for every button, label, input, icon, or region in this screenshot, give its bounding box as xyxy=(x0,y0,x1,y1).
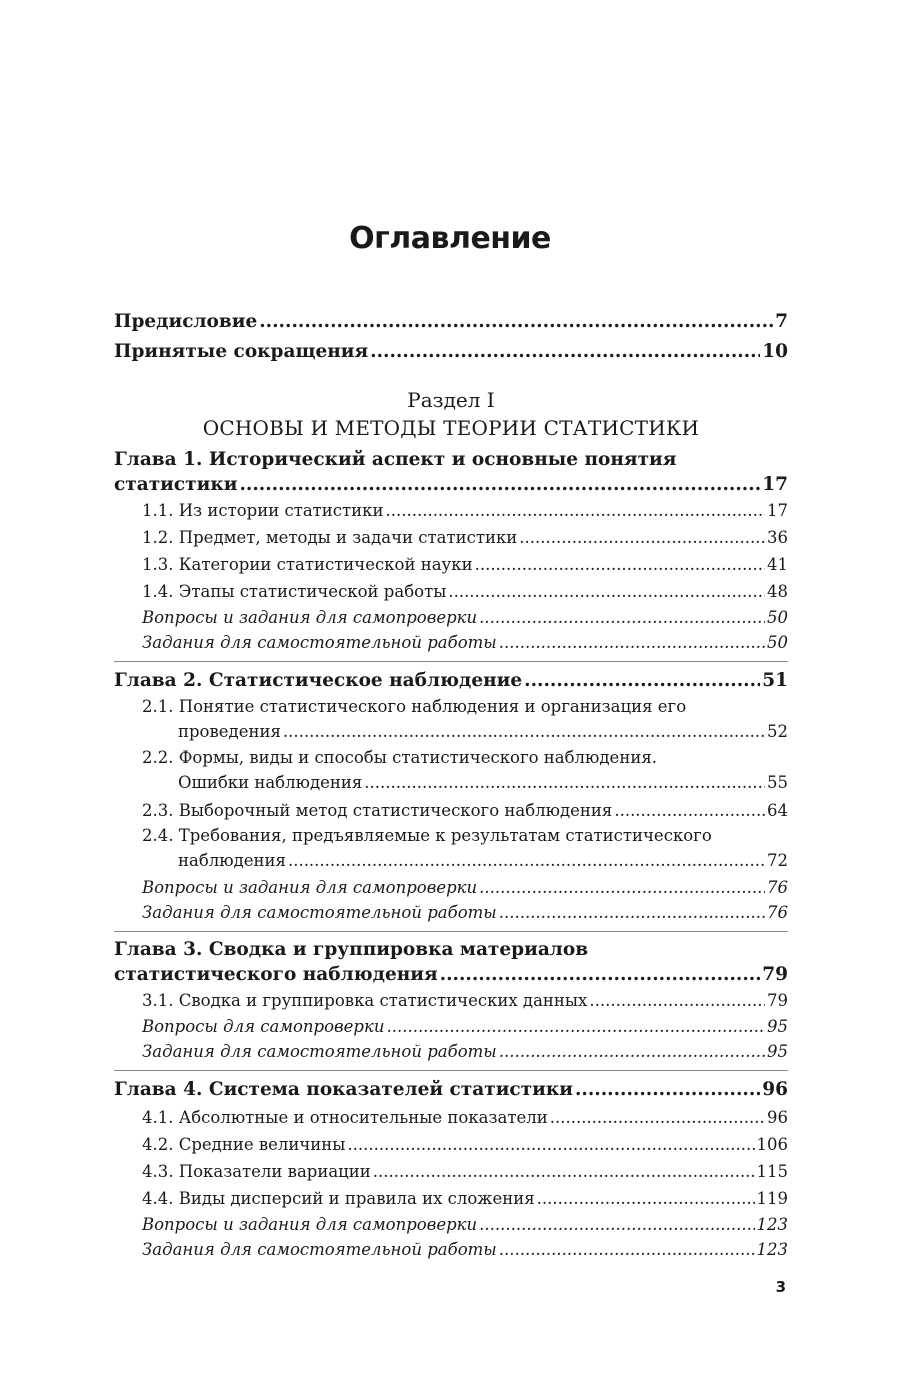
toc-item-page: 48 xyxy=(767,582,788,601)
leader-dots xyxy=(364,770,765,795)
toc-item-page: 79 xyxy=(767,991,788,1010)
leader-dots xyxy=(589,987,765,1014)
leader-dots xyxy=(479,875,765,900)
toc-item-tasks[interactable] xyxy=(114,630,788,655)
leader-dots xyxy=(347,1131,754,1158)
toc-item[interactable] xyxy=(114,1185,788,1212)
toc-item-page: 123 xyxy=(756,1240,788,1259)
leader-dots xyxy=(575,1075,760,1104)
toc-item-page: 119 xyxy=(756,1189,788,1208)
toc-item-page: 64 xyxy=(767,801,788,820)
leader-dots xyxy=(385,497,765,524)
toc-item[interactable] xyxy=(114,1131,788,1158)
toc-item-page: 106 xyxy=(756,1135,788,1154)
leader-dots xyxy=(475,551,765,578)
leader-dots xyxy=(239,472,760,497)
toc-item-page: 123 xyxy=(756,1215,788,1234)
toc-item-title-cont: проведения xyxy=(178,722,281,741)
toc-item-title: 2.1. Понятие статистического наблюдения и организация его xyxy=(142,697,687,716)
toc-item-title: Задания для самостоятельной работы xyxy=(142,633,497,652)
toc-item-page: 55 xyxy=(767,773,788,792)
toc-item-title: 4.4. Виды дисперсий и правила их сложения xyxy=(142,1189,535,1208)
toc-item-page: 50 xyxy=(767,633,788,652)
chapter-title-line1: Глава 2. Статистическое наблюдение xyxy=(114,670,523,691)
toc-item[interactable] xyxy=(114,797,788,824)
page-number: 3 xyxy=(775,1278,786,1296)
toc-item[interactable] xyxy=(114,524,788,551)
divider xyxy=(114,1070,788,1071)
leader-dots xyxy=(550,1104,765,1131)
toc-item[interactable] xyxy=(114,578,788,605)
leader-dots xyxy=(524,666,760,695)
section-label: Раздел I xyxy=(407,388,495,412)
leader-dots xyxy=(499,630,765,655)
chapter-page: 96 xyxy=(762,1079,788,1100)
toc-item-title: Задания для самостоятельной работы xyxy=(142,903,497,922)
chapter-title-line1: Глава 3. Сводка и группировка материалов xyxy=(114,939,589,960)
toc-item-page: 41 xyxy=(767,555,788,574)
toc-item-title: 4.3. Показатели вариации xyxy=(142,1162,371,1181)
toc-item-tasks[interactable] xyxy=(114,1039,788,1064)
toc-item-title: Вопросы для самопроверки xyxy=(142,1017,385,1036)
toc-item[interactable] xyxy=(114,987,788,1014)
toc-entry-preface[interactable] xyxy=(114,307,788,337)
toc-item[interactable] xyxy=(114,1158,788,1185)
chapter-page: 51 xyxy=(762,670,788,691)
leader-dots xyxy=(499,1237,755,1262)
toc-item-page: 50 xyxy=(767,608,788,627)
toc-item-title: Вопросы и задания для самопроверки xyxy=(142,1215,478,1234)
toc-item-title: Задания для самостоятельной работы xyxy=(142,1042,497,1061)
toc-item-title: 2.4. Требования, предъявляемые к результатам статистического xyxy=(142,826,712,845)
chapter-title-line2: статистического наблюдения xyxy=(114,964,438,985)
toc-item-page: 17 xyxy=(767,501,788,520)
toc-item-tasks[interactable] xyxy=(114,1237,788,1262)
chapter-2 xyxy=(114,666,788,925)
leader-dots xyxy=(499,1039,765,1064)
page-title: Оглавление xyxy=(349,221,551,256)
toc-item-title: 1.3. Категории статистической науки xyxy=(142,555,473,574)
toc-item-page: 76 xyxy=(767,903,788,922)
chapter-3 xyxy=(114,937,788,1064)
leader-dots xyxy=(259,307,773,337)
toc-item[interactable] xyxy=(114,695,788,744)
toc-item-title-cont: наблюдения xyxy=(178,851,286,870)
leader-dots xyxy=(283,719,765,744)
toc-item-title: 2.3. Выборочный метод статистического наблюдения xyxy=(142,801,613,820)
toc-item-questions[interactable] xyxy=(114,875,788,900)
toc-item-title: 1.1. Из истории статистики xyxy=(142,501,384,520)
leader-dots xyxy=(614,797,765,824)
leader-dots xyxy=(479,1212,754,1237)
toc-item-title: 4.2. Средние величины xyxy=(142,1135,346,1154)
toc-item-title: 4.1. Абсолютные и относительные показатели xyxy=(142,1108,548,1127)
divider xyxy=(114,931,788,932)
chapter-heading[interactable] xyxy=(114,447,788,497)
toc-item-title: Задания для самостоятельной работы xyxy=(142,1240,497,1259)
chapter-page: 17 xyxy=(762,474,788,495)
chapter-page: 79 xyxy=(762,964,788,985)
toc-item-page: 96 xyxy=(767,1108,788,1127)
chapter-heading[interactable] xyxy=(114,1075,788,1104)
divider xyxy=(114,661,788,662)
toc-item-questions[interactable] xyxy=(114,1014,788,1039)
chapter-title-line1: Глава 4. Система показателей статистики xyxy=(114,1079,573,1100)
toc-item-title: Вопросы и задания для самопроверки xyxy=(142,608,478,627)
section-name: ОСНОВЫ И МЕТОДЫ ТЕОРИИ СТАТИСТИКИ xyxy=(202,416,700,440)
toc-item-title: Вопросы и задания для самопроверки xyxy=(142,878,478,897)
leader-dots xyxy=(537,1185,755,1212)
toc-item-title: 3.1. Сводка и группировка статистических данных xyxy=(142,991,588,1010)
toc-item-page: 95 xyxy=(767,1042,788,1061)
section-heading xyxy=(114,386,788,442)
toc-item-page: 52 xyxy=(767,722,788,741)
chapter-1 xyxy=(114,447,788,655)
leader-dots xyxy=(373,1158,755,1185)
toc-item-page: 76 xyxy=(767,878,788,897)
toc-item-questions[interactable] xyxy=(114,1212,788,1237)
toc-entry-page: 7 xyxy=(775,311,788,332)
toc-item[interactable] xyxy=(114,1104,788,1131)
toc-item[interactable] xyxy=(114,497,788,524)
leader-dots xyxy=(370,337,760,367)
chapter-heading[interactable] xyxy=(114,937,788,987)
toc-item-title-cont: Ошибки наблюдения xyxy=(178,773,363,792)
leader-dots xyxy=(288,848,765,873)
leader-dots xyxy=(499,900,765,925)
toc-entry-abbreviations[interactable] xyxy=(114,337,788,367)
leader-dots xyxy=(519,524,765,551)
toc-entry-title: Предисловие xyxy=(114,311,258,332)
toc-item-page: 115 xyxy=(756,1162,788,1181)
chapter-heading[interactable] xyxy=(114,666,788,695)
leader-dots xyxy=(386,1014,765,1039)
toc-item-title: 1.4. Этапы статистической работы xyxy=(142,582,447,601)
toc-item[interactable] xyxy=(114,824,788,873)
toc-item-title: 2.2. Формы, виды и способы статистического наблюдения. xyxy=(142,748,657,767)
leader-dots xyxy=(440,962,761,987)
toc-item-page: 36 xyxy=(767,528,788,547)
chapter-title-line1: Глава 1. Исторический аспект и основные понятия xyxy=(114,449,677,470)
toc-item[interactable] xyxy=(114,551,788,578)
chapter-4 xyxy=(114,1075,788,1262)
toc-item-title: 1.2. Предмет, методы и задачи статистики xyxy=(142,528,518,547)
toc-item-questions[interactable] xyxy=(114,605,788,630)
leader-dots xyxy=(479,605,765,630)
chapter-title-line2: статистики xyxy=(114,474,238,495)
toc-item[interactable] xyxy=(114,746,788,795)
toc-item-tasks[interactable] xyxy=(114,900,788,925)
table-of-contents xyxy=(114,307,788,1262)
leader-dots xyxy=(448,578,765,605)
toc-entry-page: 10 xyxy=(762,341,788,362)
toc-entry-title: Принятые сокращения xyxy=(114,341,369,362)
toc-item-page: 95 xyxy=(767,1017,788,1036)
toc-item-page: 72 xyxy=(767,851,788,870)
